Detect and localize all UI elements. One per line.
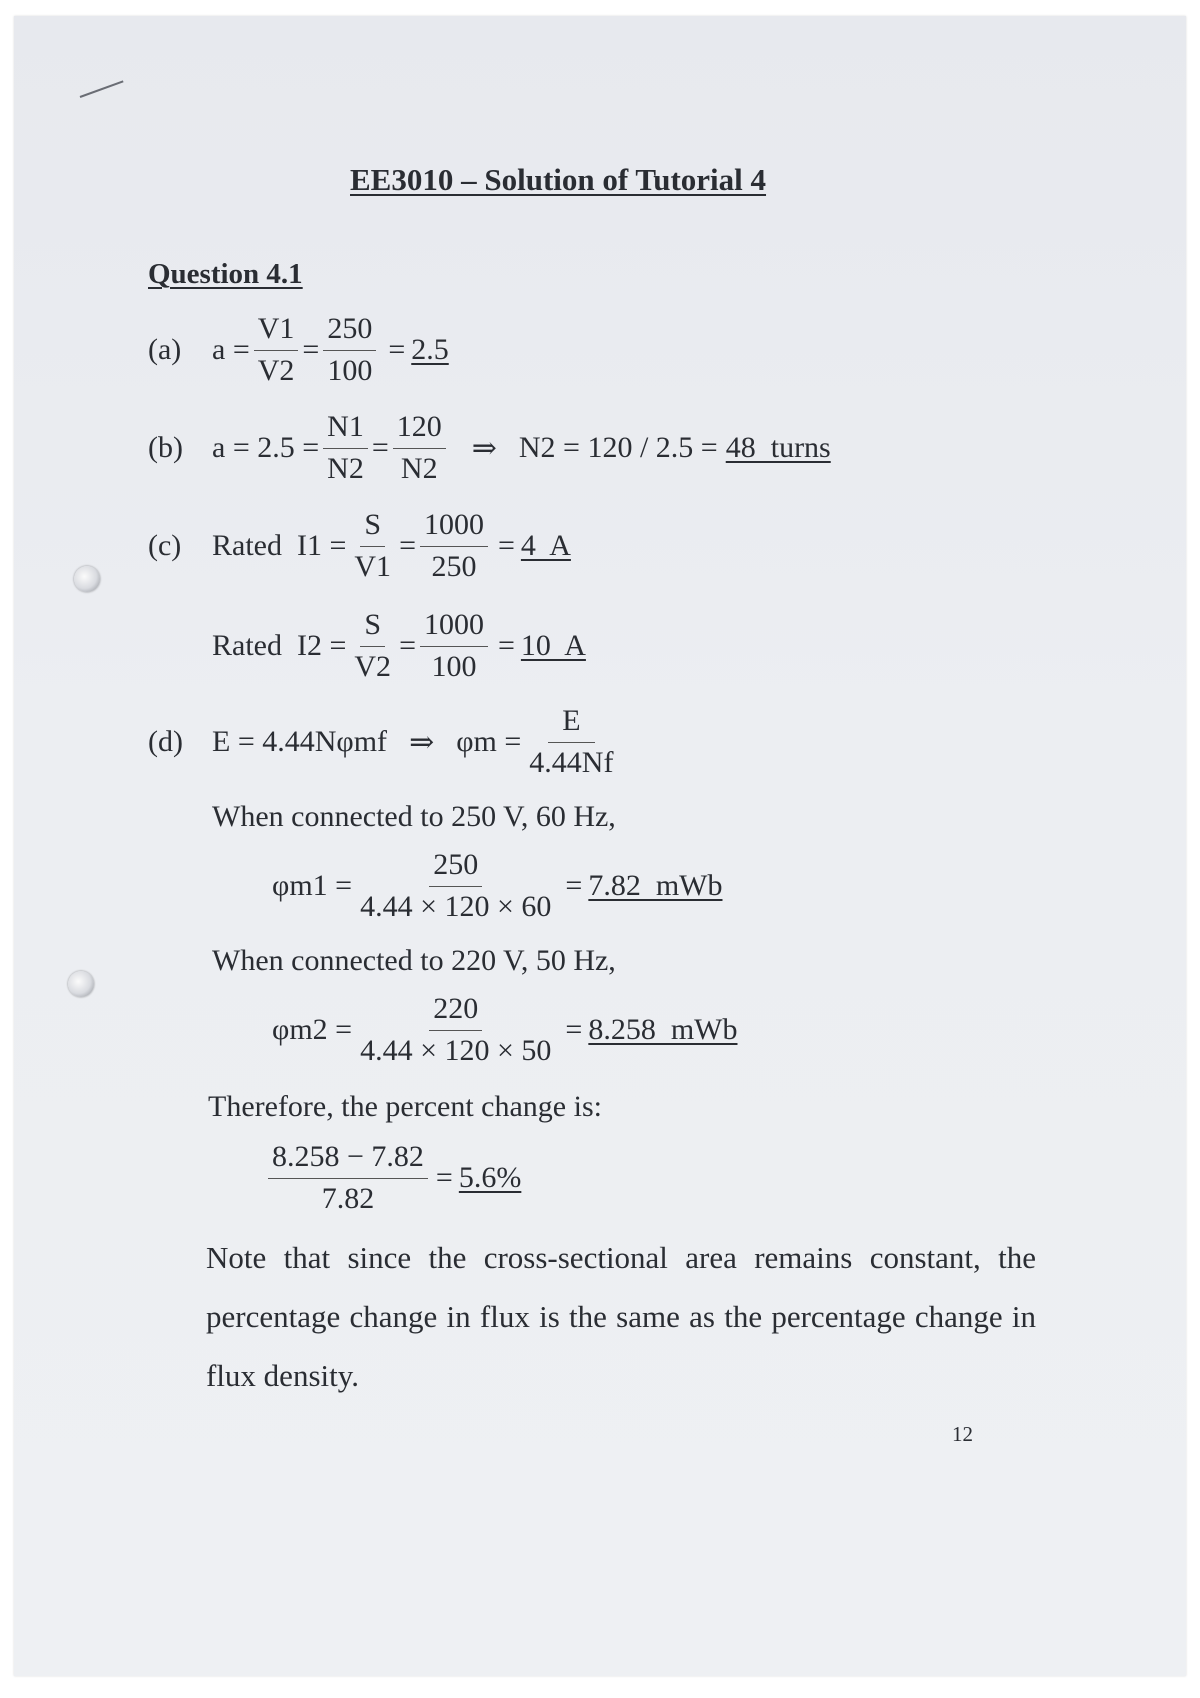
case1-equation: φm1 = $\frac{250}{4.44 \times 120 \times 60}$ = 7.82 mWb	[272, 848, 723, 923]
denominator: 4.44Nf	[529, 745, 614, 779]
emf-formula: E = 4.44Nφmf	[212, 725, 388, 758]
part-b-label: (b)	[148, 431, 183, 464]
therefore-text: Therefore, the percent change is:	[208, 1090, 602, 1123]
phi-m2-result: 8.258 mWb	[588, 1013, 738, 1046]
denominator: 100	[327, 353, 373, 387]
phi-lhs: φm =	[456, 725, 522, 758]
numerator: S	[360, 508, 385, 547]
fraction	[356, 848, 555, 924]
fraction	[254, 312, 299, 388]
fraction	[268, 1140, 428, 1216]
phi-m1-result: 7.82 mWb	[588, 869, 723, 902]
note-paragraph: Note that since the cross-sectional area remains constant, the percentage change in flux is the same as the percentage change in flux density.	[206, 1240, 1036, 1393]
rated-i1-lhs: Rated I1 =	[212, 529, 347, 562]
part-b-result: 48 turns	[725, 431, 831, 464]
denominator: 4.44 × 120 × 50	[360, 1033, 552, 1067]
fraction	[350, 608, 395, 684]
part-c-label: (c)	[148, 529, 182, 562]
numerator: N1	[323, 410, 368, 449]
part-c-i1: (c) Rated I1 = $\frac{S}{V1}$ = $\frac{1000}{250}$ = 4 A	[148, 508, 571, 583]
case2-equation: φm2 = $\frac{220}{4.44 \times 120 \times 50}$ = 8.258 mWb	[272, 992, 738, 1067]
part-d-formula	[148, 704, 621, 780]
denominator: V1	[354, 549, 392, 583]
denominator: 7.82	[321, 1181, 375, 1215]
fraction	[350, 508, 395, 584]
part-b: (b) a = 2.5 = $\frac{N1}{N2}$ = $\frac{120}{N2}$ ⇒ N2 = 120 / 2.5 = 48 turns	[148, 410, 831, 485]
fraction	[525, 704, 617, 780]
part-a-result: 2.5	[411, 333, 449, 366]
punch-hole-icon	[74, 566, 100, 592]
part-b-rhs: N2 = 120 / 2.5 =	[518, 431, 718, 464]
pen-mark	[80, 80, 124, 98]
case1-text: When connected to 250 V, 60 Hz,	[212, 800, 616, 833]
numerator: 250	[429, 848, 482, 887]
denominator: V2	[354, 649, 392, 683]
part-a: (a) a = $\frac{V1}{V2}$ = $\frac{250}{100}$ = 2.5	[148, 312, 449, 387]
punch-hole-icon	[68, 971, 94, 997]
numerator: V1	[254, 312, 299, 351]
fraction	[323, 410, 368, 486]
numerator: 1000	[420, 608, 488, 647]
question-heading: Question 4.1	[148, 258, 303, 290]
rated-i2-lhs: Rated I2 =	[212, 629, 347, 662]
percent-change-result: 5.6%	[458, 1161, 522, 1194]
denominator: 4.44 × 120 × 60	[360, 889, 552, 923]
rated-i2-result: 10 A	[520, 629, 586, 662]
fraction	[420, 608, 488, 684]
phi-m1-lhs: φm1 =	[272, 869, 353, 902]
percent-change-equation: $\frac{8.258 - 7.82}{7.82}$ = 5.6%	[268, 1140, 521, 1216]
phi-m2-lhs: φm2 =	[272, 1013, 353, 1046]
numerator: 250	[323, 312, 376, 351]
rated-i1-result: 4 A	[520, 529, 571, 562]
fraction	[356, 992, 555, 1068]
denominator: V2	[257, 353, 295, 387]
fraction	[420, 508, 488, 584]
part-b-lhs: a = 2.5 =	[212, 431, 320, 464]
denominator: N2	[400, 451, 438, 485]
page-number: 12	[952, 1422, 973, 1446]
fraction	[393, 410, 446, 486]
case2-text: When connected to 220 V, 50 Hz,	[212, 944, 616, 977]
implies-arrow: ⇒	[409, 725, 435, 759]
document-title: EE3010 – Solution of Tutorial 4	[350, 162, 767, 197]
numerator: E	[548, 704, 594, 743]
part-d-label: (d)	[148, 725, 183, 758]
numerator: 120	[393, 410, 446, 449]
part-a-label: (a)	[148, 333, 182, 366]
numerator: 220	[429, 992, 482, 1031]
numerator: 8.258 − 7.82	[268, 1140, 428, 1179]
denominator: 100	[431, 649, 477, 683]
denominator: 250	[431, 549, 477, 583]
numerator: 1000	[420, 508, 488, 547]
document-page	[14, 16, 1186, 1676]
equals-sign: =	[388, 333, 406, 366]
part-c-i2: Rated I2 = $\frac{S}{V2}$ = $\frac{1000}{100}$ = 10 A	[212, 608, 586, 683]
denominator: N2	[327, 451, 364, 485]
fraction	[323, 312, 376, 388]
numerator: S	[360, 608, 385, 647]
part-a-lhs: a =	[212, 333, 250, 366]
implies-arrow: ⇒	[471, 431, 497, 465]
